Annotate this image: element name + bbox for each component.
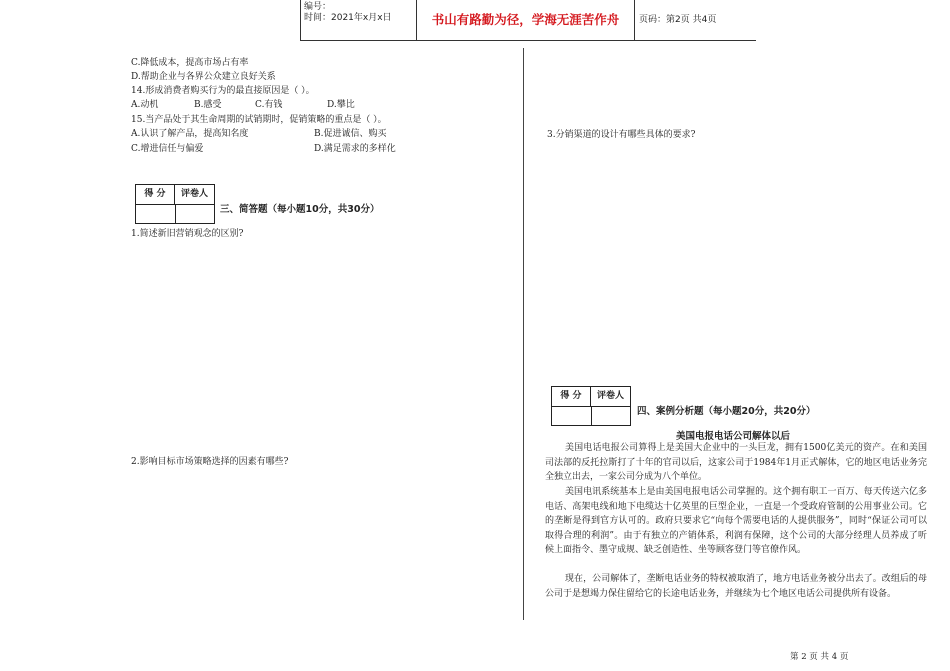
q14-option-b: B.感受 [194,100,222,110]
q14-stem: 14.形成消费者购买行为的最直接原因是（ ）。 [131,86,315,96]
motto: 书山有路勤为径，学海无涯苦作舟 [417,0,635,40]
q15-option-c: C.增进信任与偏爱 [131,144,204,154]
score-header: 得 分 [552,387,591,407]
header-info-cell [301,0,417,40]
section3-title: 三、简答题（每小题10分，共30分） [220,204,380,215]
grader-header: 评卷人 [591,387,630,407]
page-footer: 第 2 页 共 4 页 [790,652,849,662]
short-question-2: 2.影响目标市场策略选择的因素有哪些? [131,457,289,467]
q15-stem: 15.当产品处于其生命周期的试销期时，促销策略的重点是（ ）。 [131,115,387,125]
column-divider [523,48,524,620]
short-question-1: 1.简述新旧营销观念的区别? [131,229,244,239]
score-header: 得 分 [136,185,175,205]
q14-option-a: A.动机 [131,100,159,110]
page-header [300,0,756,41]
case-title: 美国电报电话公司解体以后 [676,431,791,442]
page-label: 页码：第2页 共4页 [639,15,717,25]
q13-option-c: C.降低成本，提高市场占有率 [131,58,249,68]
q14-option-d: D.攀比 [327,100,355,110]
q14-option-c: C.有钱 [255,100,283,110]
q13-option-d: D.帮助企业与各界公众建立良好关系 [131,72,276,82]
score-box-divider [175,205,176,224]
score-box-section4 [551,386,631,426]
case-paragraph-2: 美国电讯系统基本上是由美国电报电话公司掌握的。这个拥有职工一百万、每天传送六亿多电话、高架电线和地下电缆达十亿英里的巨型企业，一直是一个受政府管制的公用事业公司。它的垄断是得到官方认可的。政府只要求它“向每个需要电话的人提供服务”，同时“保证公司可以取得合理的利润”。由于有独立的产销体系，利润有保障，这个公司的大部分经理人员养成了听候上面指令、墨守成规、缺乏创造性、坐等顾客登门等官僚作风。 [545,487,927,555]
q15-option-d: D.满足需求的多样化 [314,144,396,154]
short-question-3: 3.分销渠道的设计有哪些具体的要求? [547,130,696,140]
q15-option-a: A.认识了解产品，提高知名度 [131,129,249,139]
score-box-divider [591,407,592,426]
section4-title: 四、案例分析题（每小题20分，共20分） [637,406,816,417]
number-label: 编号： [304,2,332,12]
q15-option-b: B.促进诚信、购买 [314,129,387,139]
score-box-section3 [135,184,215,224]
time-label: 时间：2021年x月x日 [304,13,392,23]
case-paragraph-3: 现在，公司解体了，垄断电话业务的特权被取消了，地方电话业务被分出去了。改组后的母公司于是想竭力保住留给它的长途电话业务，并继续为七个地区电话公司提供所有设备。 [545,574,927,599]
grader-header: 评卷人 [175,185,214,205]
case-paragraph-1: 美国电话电报公司算得上是美国大企业中的一头巨龙，拥有1500亿美元的资产。在和美国司法部的反托拉斯打了十年的官司以后，这家公司于1984年1月正式解体，它的地区电话业务完全独立出去，一家公司分成为八个单位。 [545,443,927,482]
